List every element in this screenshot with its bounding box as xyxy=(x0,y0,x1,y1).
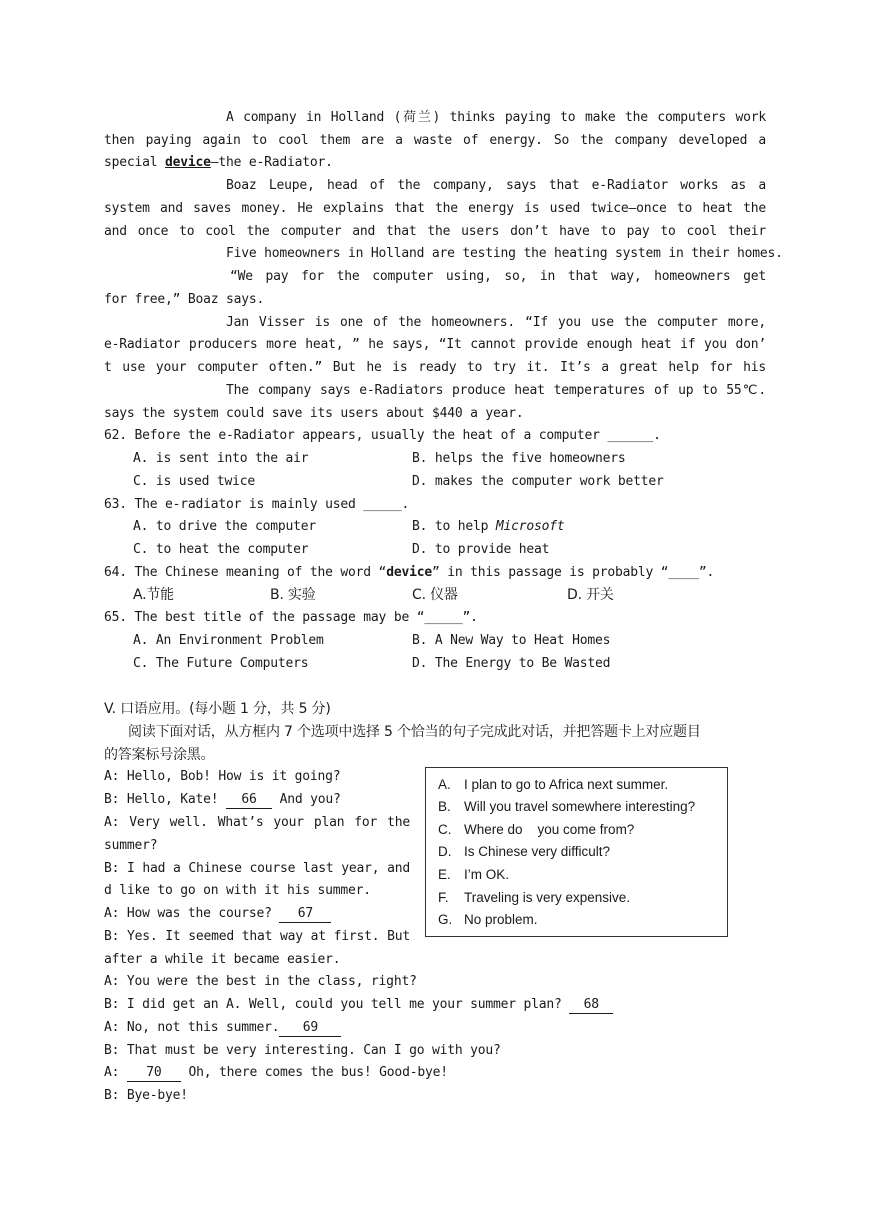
question-62-stem: 62. Before the e-Radiator appears, usually the heat of a computer ______. xyxy=(104,428,661,443)
q65-option-d: D. The Energy to Be Wasted xyxy=(412,656,611,671)
dialogue-line xyxy=(104,994,766,1016)
option-text: Traveling is very expensive. xyxy=(464,890,631,905)
q62-option-b: B. helps the five homeowners xyxy=(412,451,626,466)
dialogue-line: summer? xyxy=(104,838,158,853)
option-text-italic: Microsoft xyxy=(495,519,565,534)
passage-line: e-Radiator producers more heat, ” he says, “It cannot provide enough heat if you don’ xyxy=(104,337,766,352)
passage-line: Boaz Leupe, head of the company, says that e-Radiator works as a xyxy=(226,178,766,193)
dialogue-text: A: How was the course? xyxy=(104,906,280,921)
key-word-device: device xyxy=(165,155,211,170)
option-item-g xyxy=(438,909,538,931)
option-text: B. to help xyxy=(412,519,496,534)
stem-text: 64. The Chinese meaning of the word “ xyxy=(104,565,387,580)
question-63-stem: 63. The e-radiator is mainly used _____. xyxy=(104,497,410,512)
dialogue-line: B: Bye-bye! xyxy=(104,1088,188,1103)
answer-blank-67[interactable]: 67 xyxy=(279,906,331,923)
option-letter: C. xyxy=(438,822,452,837)
option-text: I plan to go to Africa next summer. xyxy=(464,777,669,792)
passage-line: then paying again to cool them are a waste of energy. So the company developed a xyxy=(104,133,766,148)
option-letter: E. xyxy=(438,867,451,882)
option-text: Will you travel somewhere interesting? xyxy=(464,799,696,814)
q62-option-d: D. makes the computer work better xyxy=(412,474,664,489)
passage-line: The company says e-Radiators produce heat temperatures of up to 55℃. xyxy=(226,383,766,398)
q63-option-a: A. to drive the computer xyxy=(133,519,317,534)
option-item-b xyxy=(438,796,695,818)
q64-option-d: D. 开关 xyxy=(567,587,614,603)
q62-option-c: C. is used twice xyxy=(133,474,256,489)
key-word-device: device xyxy=(386,565,432,580)
option-text: No problem. xyxy=(464,912,538,927)
dialogue-line xyxy=(104,1062,766,1084)
answer-blank-70[interactable]: 70 xyxy=(127,1065,181,1082)
q62-option-a: A. is sent into the air xyxy=(133,451,309,466)
options-box xyxy=(425,767,728,937)
section-5-instructions: 的答案标号涂黑。 xyxy=(104,747,215,763)
q64-option-b: B. 实验 xyxy=(270,587,316,603)
section-5-instructions: 阅读下面对话，从方框内 7 个选项中选择 5 个恰当的句子完成此对话，并把答题卡上对应题目 xyxy=(128,724,701,740)
option-letter: B. xyxy=(438,799,451,814)
section-5-heading: V. 口语应用。(每小题 1 分，共 5 分) xyxy=(104,701,331,717)
passage-text: special xyxy=(104,155,166,170)
passage-line: system and saves money. He explains that the energy is used twice—once to heat the xyxy=(104,201,766,216)
q65-option-a: A. An Environment Problem xyxy=(133,633,324,648)
passage-line: “We pay for the computer using, so, in that way, homeowners get xyxy=(230,269,766,284)
option-text: Where do you come from? xyxy=(464,822,635,837)
passage-line: Jan Visser is one of the homeowners. “If you use the computer more, xyxy=(226,315,766,330)
question-64-stem xyxy=(104,562,766,584)
option-letter: F. xyxy=(438,890,449,905)
q63-option-d: D. to provide heat xyxy=(412,542,550,557)
answer-blank-66[interactable]: 66 xyxy=(226,792,272,809)
dialogue-text: Oh, there comes the bus! Good-bye! xyxy=(180,1065,448,1080)
passage-line: for free,” Boaz says. xyxy=(104,292,265,307)
passage-line xyxy=(104,152,766,174)
option-item-e xyxy=(438,864,509,886)
answer-blank-68[interactable]: 68 xyxy=(569,997,613,1014)
dialogue-line: A: Very well. What’s your plan for the xyxy=(104,815,410,830)
option-item-f xyxy=(438,887,630,909)
passage-line: Five homeowners in Holland are testing the heating system in their homes. xyxy=(226,246,783,261)
dialogue-line: B: That must be very interesting. Can I go with you? xyxy=(104,1043,501,1058)
option-item-d xyxy=(438,841,610,863)
dialogue-line xyxy=(104,1017,766,1039)
dialogue-line: after a while it became easier. xyxy=(104,952,341,967)
option-letter: A. xyxy=(438,777,451,792)
dialogue-text: And you? xyxy=(272,792,341,807)
dialogue-text: A: No, not this summer. xyxy=(104,1020,280,1035)
passage-line: A company in Holland (荷兰) thinks paying to make the computers work xyxy=(226,110,766,125)
option-letter: G. xyxy=(438,912,453,927)
dialogue-line: A: You were the best in the class, right? xyxy=(104,974,417,989)
dialogue-line: B: Yes. It seemed that way at first. But xyxy=(104,929,410,944)
option-text: Is Chinese very difficult? xyxy=(464,844,611,859)
question-65-stem: 65. The best title of the passage may be “_____”. xyxy=(104,610,478,625)
dialogue-line: A: Hello, Bob! How is it going? xyxy=(104,769,341,784)
dialogue-text: A: xyxy=(104,1065,127,1080)
q65-option-b: B. A New Way to Heat Homes xyxy=(412,633,611,648)
option-text: I’m OK. xyxy=(464,867,510,882)
dialogue-line: B: I had a Chinese course last year, and xyxy=(104,861,410,876)
dialogue-text: B: Hello, Kate! xyxy=(104,792,227,807)
option-letter: D. xyxy=(438,844,452,859)
dialogue-line: d like to go on with it his summer. xyxy=(104,883,371,898)
q63-option-b xyxy=(412,516,565,538)
answer-blank-69[interactable]: 69 xyxy=(279,1020,341,1037)
passage-line: and once to cool the computer and that the users don’t have to pay to cool their xyxy=(104,224,766,239)
q64-option-c: C. 仪器 xyxy=(412,587,458,603)
passage-line: t use your computer often.” But he is ready to try it. It’s a great help for his xyxy=(104,360,766,375)
passage-text: —the e-Radiator. xyxy=(210,155,333,170)
dialogue-text: B: I did get an A. Well, could you tell me your summer plan? xyxy=(104,997,570,1012)
option-item-c xyxy=(438,819,634,841)
option-item-a xyxy=(438,774,668,796)
q65-option-c: C. The Future Computers xyxy=(133,656,309,671)
q63-option-c: C. to heat the computer xyxy=(133,542,309,557)
q64-option-a: A.节能 xyxy=(133,587,174,603)
stem-text: ” in this passage is probably “____”. xyxy=(431,565,715,580)
passage-line: says the system could save its users about $440 a year. xyxy=(104,406,524,421)
